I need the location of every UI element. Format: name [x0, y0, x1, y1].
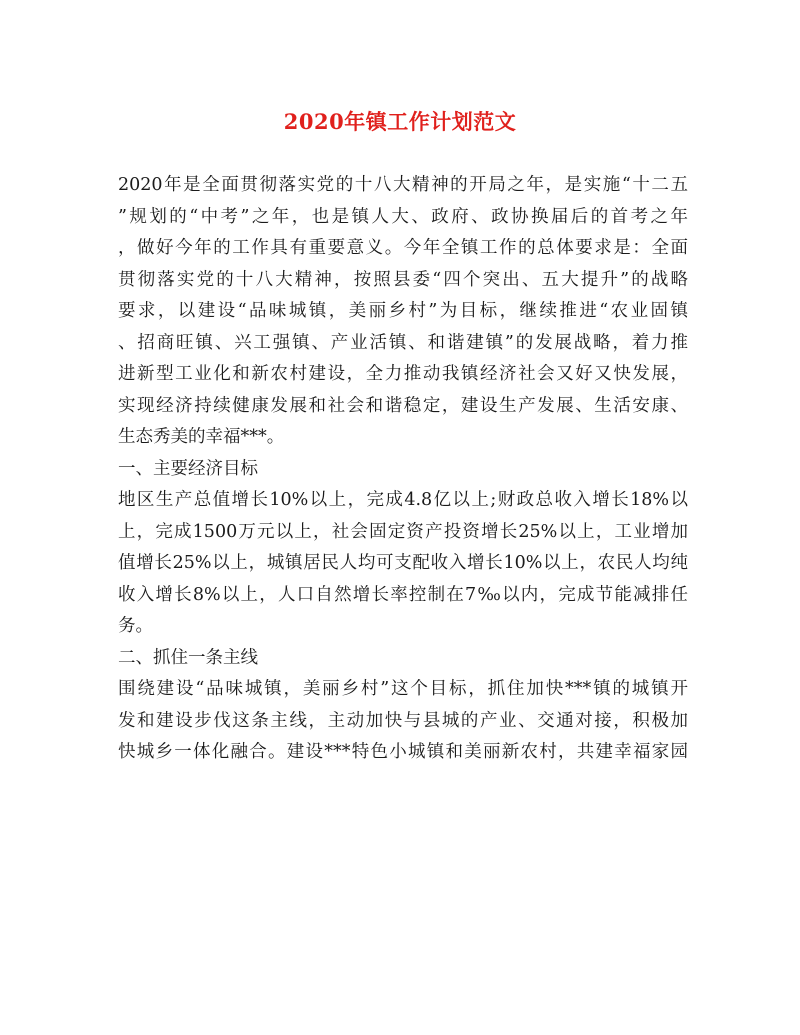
text-line: 务。	[118, 616, 153, 636]
text-line: 进新型工业化和新农村建设，全力推动我镇经济社会又好又快发展，	[118, 364, 688, 384]
text-line: 一、主要经济目标	[118, 458, 258, 479]
text-line: 地区生产总值增长10%以上，完成4.8亿以上;财政总收入增长18%以	[118, 490, 688, 510]
text-line: ，做好今年的工作具有重要意义。今年全镇工作的总体要求是：全面	[118, 238, 688, 258]
text-line: 、招商旺镇、兴工强镇、产业活镇、和谐建镇”的发展战略，着力推	[118, 332, 688, 353]
text-line: 围绕建设“品味城镇，美丽乡村”这个目标，抓住加快***镇的城镇开	[118, 679, 688, 699]
text-line: 二、抓住一条主线	[118, 647, 258, 668]
text-line: 上，完成1500万元以上，社会固定资产投资增长25%以上，工业增加	[118, 521, 688, 542]
text-line: ”规划的“中考”之年，也是镇人大、政府、政协换届后的首考之年	[118, 206, 688, 227]
text-line: 要求，以建设“品味城镇，美丽乡村”为目标，继续推进“农业固镇	[118, 301, 688, 321]
text-line: 2020年是全面贯彻落实党的十八大精神的开局之年，是实施“十二五	[118, 175, 688, 195]
text-line: 生态秀美的幸福***。	[118, 427, 285, 447]
document-body	[118, 170, 688, 769]
document-title: 2020年镇工作计划范文	[283, 109, 517, 134]
text-line: 收入增长8%以上，人口自然增长率控制在7‰以内，完成节能减排任	[118, 584, 688, 605]
text-line: 贯彻落实党的十八大精神，按照县委“四个突出、五大提升”的战略	[118, 269, 688, 290]
text-line: 实现经济持续健康发展和社会和谐稳定，建设生产发展、生活安康、	[118, 395, 688, 416]
text-line: 发和建设步伐这条主线，主动加快与县城的产业、交通对接，积极加	[118, 710, 688, 731]
text-line: 快城乡一体化融合。建设***特色小城镇和美丽新农村，共建幸福家园	[118, 742, 688, 762]
text-line: 值增长25%以上，城镇居民人均可支配收入增长10%以上，农民人均纯	[118, 553, 688, 573]
